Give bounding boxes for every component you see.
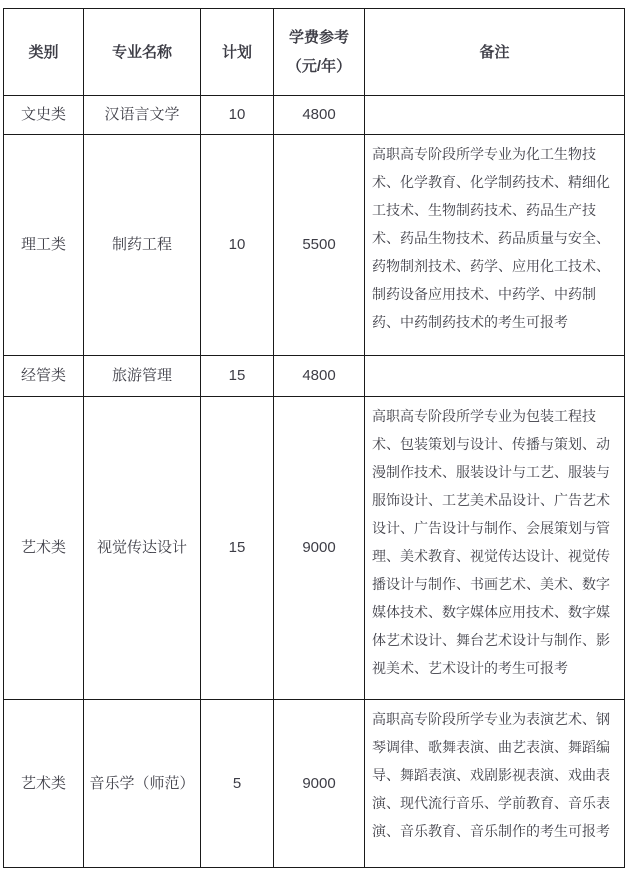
cell-remarks: 高职高专阶段所学专业为包装工程技术、包装策划与设计、传播与策划、动漫制作技术、服装设计与工艺、服装与服饰设计、工艺美术品设计、广告艺术设计、广告设计与制作、会展策划与管理、美术教育、视觉传达设计、视觉传播设计与制作、书画艺术、美术、数字媒体技术、数字媒体应用技术、数字媒体艺术设计、舞台艺术设计与制作、影视美术、艺术设计的考生可报考 [365, 397, 625, 700]
cell-category: 理工类 [4, 135, 84, 356]
cell-remarks [365, 96, 625, 135]
cell-major: 制药工程 [84, 135, 201, 356]
cell-remarks [365, 356, 625, 397]
cell-tuition: 9000 [274, 700, 365, 868]
cell-plan: 10 [201, 96, 274, 135]
header-remarks: 备注 [365, 9, 625, 96]
cell-category: 艺术类 [4, 700, 84, 868]
cell-tuition: 4800 [274, 96, 365, 135]
header-plan: 计划 [201, 9, 274, 96]
table-row [4, 96, 625, 135]
cell-major: 旅游管理 [84, 356, 201, 397]
table-header-row [4, 9, 625, 96]
admissions-table [3, 8, 625, 868]
header-major: 专业名称 [84, 9, 201, 96]
cell-category: 艺术类 [4, 397, 84, 700]
cell-remarks: 高职高专阶段所学专业为化工生物技术、化学教育、化学制药技术、精细化工技术、生物制药技术、药品生产技术、药品生物技术、药品质量与安全、药物制剂技术、药学、应用化工技术、制药设备应用技术、中药学、中药制药、中药制药技术的考生可报考 [365, 135, 625, 356]
cell-tuition: 4800 [274, 356, 365, 397]
table-row [4, 135, 625, 356]
cell-plan: 15 [201, 397, 274, 700]
cell-major: 音乐学（师范） [84, 700, 201, 868]
table-row [4, 700, 625, 868]
header-tuition: 学费参考（元/年） [274, 9, 365, 96]
cell-remarks: 高职高专阶段所学专业为表演艺术、钢琴调律、歌舞表演、曲艺表演、舞蹈编导、舞蹈表演、戏剧影视表演、戏曲表演、现代流行音乐、学前教育、音乐表演、音乐教育、音乐制作的考生可报考 [365, 700, 625, 868]
cell-category: 文史类 [4, 96, 84, 135]
header-category: 类别 [4, 9, 84, 96]
cell-category: 经管类 [4, 356, 84, 397]
cell-major: 视觉传达设计 [84, 397, 201, 700]
table-row [4, 397, 625, 700]
cell-tuition: 5500 [274, 135, 365, 356]
cell-tuition: 9000 [274, 397, 365, 700]
cell-major: 汉语言文学 [84, 96, 201, 135]
cell-plan: 5 [201, 700, 274, 868]
cell-plan: 10 [201, 135, 274, 356]
table-row [4, 356, 625, 397]
cell-plan: 15 [201, 356, 274, 397]
